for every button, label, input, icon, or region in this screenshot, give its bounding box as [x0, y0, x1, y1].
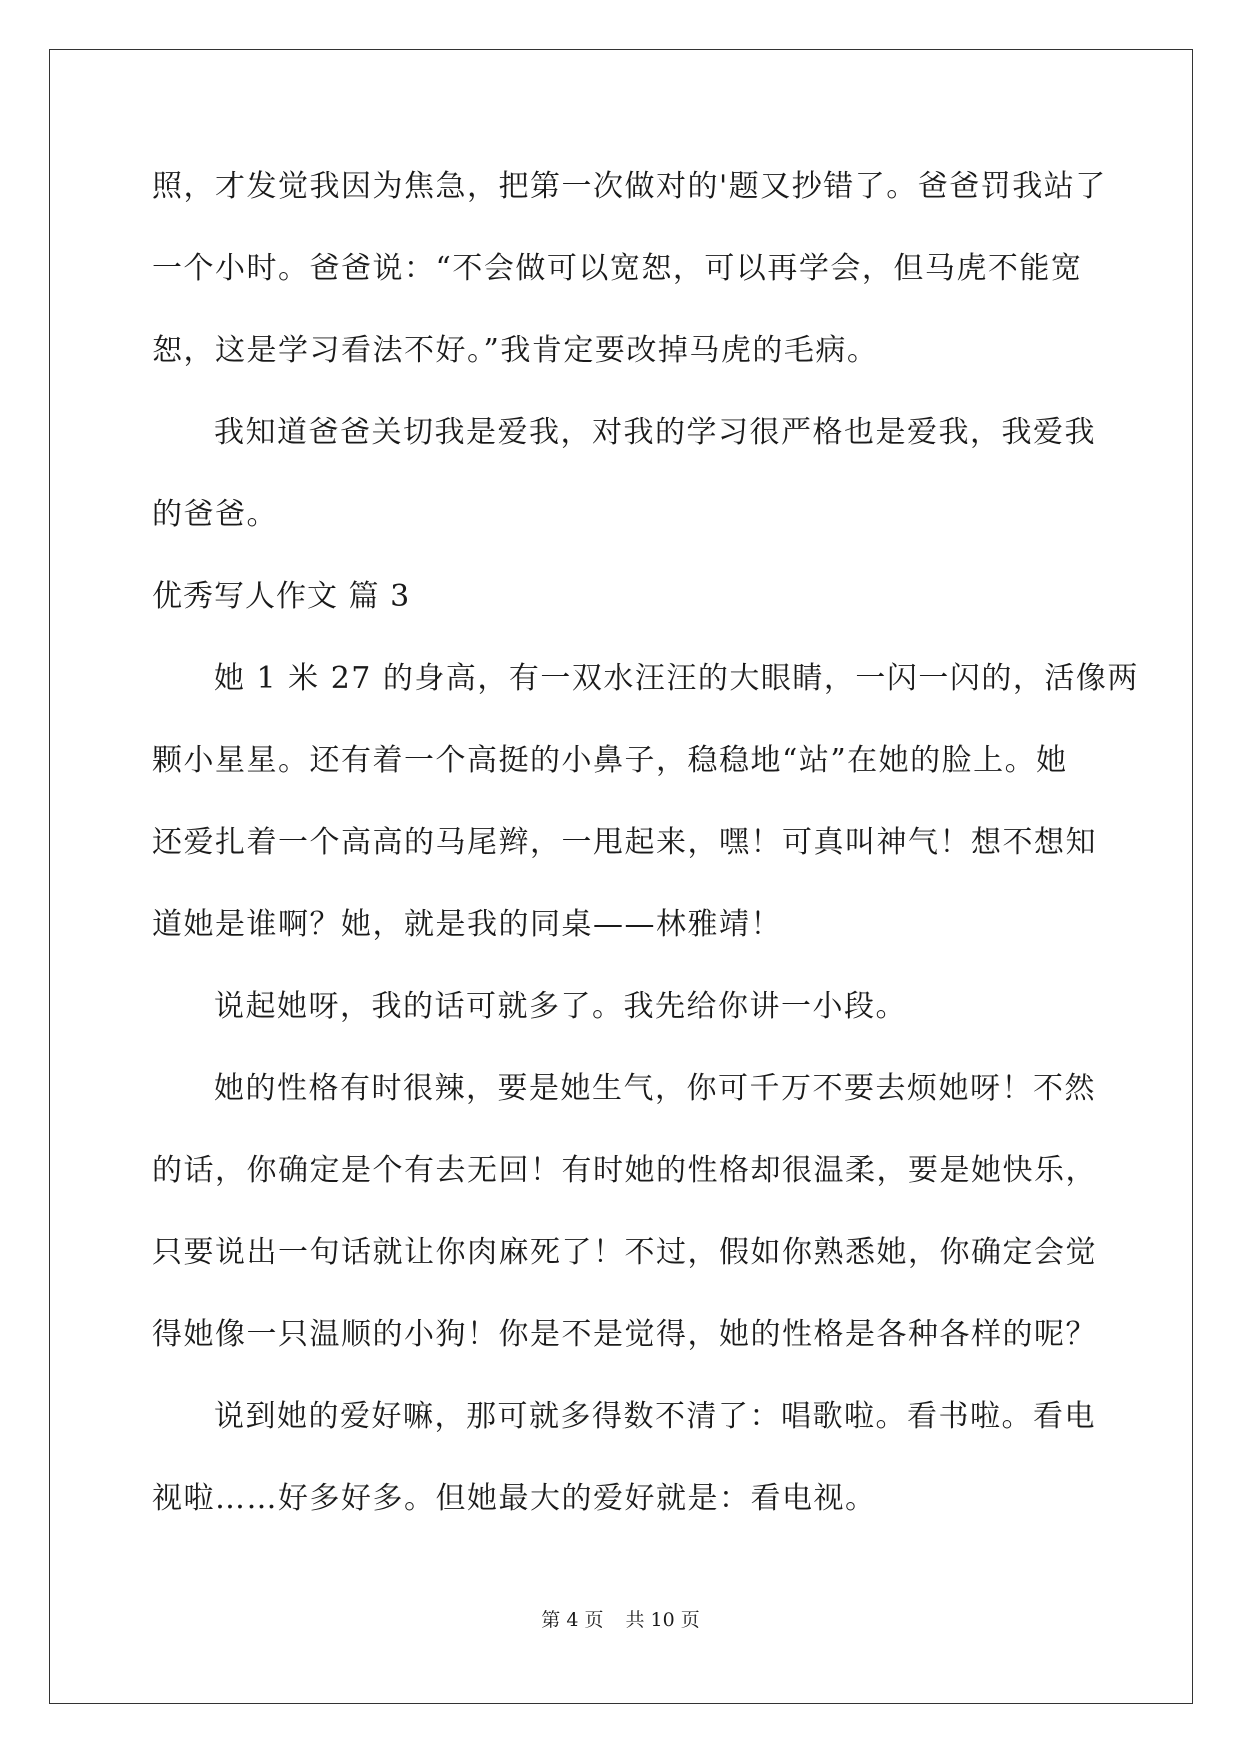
- text-line: 得她像一只温顺的小狗！你是不是觉得，她的性格是各种各样的呢？: [152, 1317, 1097, 1352]
- page-total: 共 10 页: [625, 1609, 700, 1631]
- text-line: 只要说出一句话就让你肉麻死了！不过，假如你熟悉她，你确定会觉: [152, 1235, 1097, 1270]
- text-line: 我知道爸爸关切我是爱我，对我的学习很严格也是爱我，我爱我: [214, 415, 1096, 450]
- text-line: 视啦……好多好多。但她最大的爱好就是：看电视。: [152, 1481, 877, 1516]
- text-line: 说到她的爱好嘛，那可就多得数不清了：唱歌啦。看书啦。看电: [214, 1399, 1096, 1434]
- document-body: [152, 157, 1139, 1551]
- section-heading: 优秀写人作文 篇 3: [152, 579, 411, 614]
- text-line: 恕，这是学习看法不好。”我肯定要改掉马虎的毛病。: [152, 333, 879, 368]
- text-line: 颗小星星。还有着一个高挺的小鼻子，稳稳地“站”在她的脸上。她: [152, 743, 1068, 778]
- text-line: 她 1 米 27 的身高，有一双水汪汪的大眼睛，一闪一闪的，活像两: [214, 661, 1139, 696]
- text-line: 还爱扎着一个高高的马尾辫，一甩起来，嘿！可真叫神气！想不想知: [152, 825, 1097, 860]
- text-line: 的爸爸。: [152, 497, 278, 532]
- text-line: 的话，你确定是个有去无回！有时她的性格却很温柔，要是她快乐，: [152, 1153, 1097, 1188]
- text-line: 一个小时。爸爸说：“不会做可以宽恕，可以再学会，但马虎不能宽: [152, 251, 1083, 286]
- page-footer: [0, 1605, 1241, 1635]
- text-line: 照，才发觉我因为焦急，把第一次做对的'题又抄错了。爸爸罚我站了: [152, 169, 1107, 204]
- text-line: 说起她呀，我的话可就多了。我先给你讲一小段。: [214, 989, 907, 1024]
- text-line: 她的性格有时很辣，要是她生气，你可千万不要去烦她呀！不然: [214, 1071, 1096, 1106]
- page-number: 第 4 页: [541, 1609, 604, 1631]
- text-line: 道她是谁啊？她，就是我的同桌——林雅靖！: [152, 907, 782, 942]
